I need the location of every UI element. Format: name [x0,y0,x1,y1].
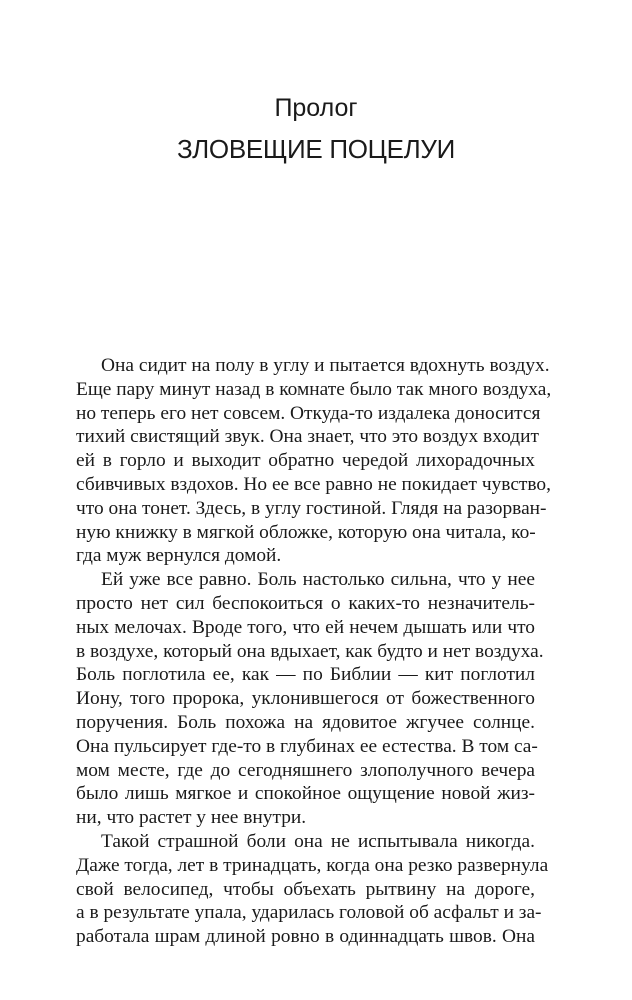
text-line: Боль поглотила ее, как — по Библии — кит поглотил [76,664,535,686]
text-line: Она сидит на полу в углу и пытается вдохнуть воздух. [101,355,550,376]
text-line: тихий свистящий звук. Она знает, что это воздух входит [76,426,540,448]
text-line: но теперь его нет совсем. Откуда-то издалека доносится [76,402,541,424]
text-line: ей в горло и выходит обратно чередой лихорадочных [76,450,535,472]
text-line: сбивчивых вздохов. Но ее все равно не покидает чувство, [76,473,551,495]
text-line: а в результате упала, ударилась головой об асфальт и за- [76,902,542,924]
text-line: гда муж вернулся домой. [76,545,282,567]
text-line: в воздухе, который она вдыхает, как будто и нет воздуха. [76,640,544,662]
body-text [76,354,552,949]
text-line: Она пульсирует где-то в глубинах ее естества. В том са- [76,735,538,757]
text-line: просто нет сил беспокоиться о каких-то незначитель- [76,592,535,614]
paragraph-1 [76,354,552,568]
paragraph-3 [76,830,549,949]
text-line: поручения. Боль похожа на ядовитое жгучее солнце. [76,711,535,733]
text-line: что она тонет. Здесь, в углу гостиной. Глядя на разорван- [76,497,547,519]
text-line: ни, что растет у нее внутри. [76,807,307,829]
text-line: работала шрам длиной ровно в одиннадцать швов. Она [76,926,535,948]
text-line: Еще пару минут назад в комнате было так много воздуха, [76,378,552,400]
text-line: свой велосипед, чтобы объехать рытвину на дороге, [76,878,535,900]
text-line: ных мелочах. Вроде того, что ей нечем дышать или что [76,616,535,638]
chapter-label: Пролог [274,94,358,122]
chapter-title: ЗЛОВЕЩИЕ ПОЦЕЛУИ [177,134,455,164]
text-line: Даже тогда, лет в тринадцать, когда она резко развернула [76,854,549,876]
text-line: было лишь мягкое и спокойное ощущение новой жиз- [76,783,535,805]
text-line: Ей уже все равно. Боль настолько сильна, что у нее [101,569,535,591]
paragraph-2 [76,568,544,830]
text-line: Такой страшной боли она не испытывала никогда. [101,830,535,852]
text-line: мом месте, где до сегодняшнего злополучного вечера [76,759,535,781]
text-line: ную книжку в мягкой обложке, которую она читала, ко- [76,521,536,543]
text-line: Иону, того пророка, уклонившегося от божественного [76,688,535,710]
